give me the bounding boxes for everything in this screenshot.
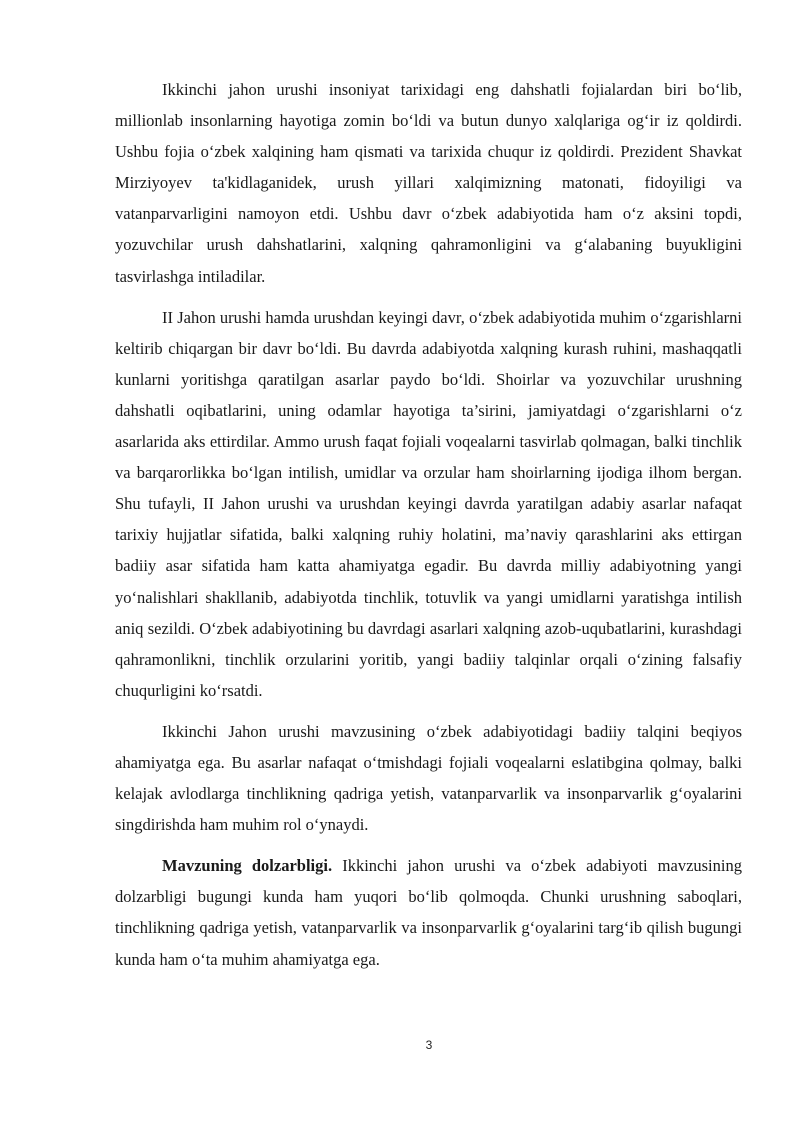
paragraph-postwar-literature (115, 302, 742, 706)
document-page (115, 74, 742, 985)
paragraph-text: II Jahon urushi hamda urushdan keyingi davr, o‘zbek adabiyotida muhim o‘zgarishlarni keltirib chiqargan bir davr bo‘ldi. Bu davrda adabiyotda xalqning kurash ruhini, mashaqqatli kunlarni yoritishga qaratilgan asarlar paydo bo‘ldi. Shoirlar va yozuvchilar urushning dahshatli oqibatlarini, uning odamlar hayotiga ta’sirini, jamiyatdagi o‘zgarishlarni o‘z asarlarida aks ettirdilar. Ammo urush faqat fojiali voqealarni tasvirlab qolmagan, balki tinchlik va barqarorlikka bo‘lgan intilish, umidlar va orzular ham shoirlarning ijodiga ilhom bergan. Shu tufayli, II Jahon urushi va urushdan keyingi davrda yaratilgan adabiy asarlar nafaqat tarixiy hujjatlar sifatida, balki xalqning ruhiy holatini, ma’naviy qarashlarini aks ettirgan badiiy asar sifatida ham katta ahamiyatga egadir. Bu davrda milliy adabiyotning yangi yo‘nalishlari shakllanib, adabiyotda tinchlik, totuvlik va yangi umidlarni yaratishga intilish aniq sezildi. O‘zbek adabiyotining bu davrdagi asarlari xalqning azob-uqubatlarini, kurashdagi qahramonlikni, tinchlik orzularini yoritib, yangi badiiy talqinlar orqali o‘zining falsafiy chuqurligini ko‘rsatdi. (115, 307, 742, 700)
paragraph-significance (115, 716, 742, 840)
paragraph-text: Ikkinchi jahon urushi insoniyat tarixidagi eng dahshatli fojialardan biri bo‘lib, millionlab insonlarning hayotiga zomin bo‘ldi va butun dunyo xalqlariga og‘ir iz qoldirdi. Ushbu fojia o‘zbek xalqining ham qismati va tarixida chuqur iz qoldirdi. Prezident Shavkat Mirziyoyev ta'kidlaganidek, urush yillari xalqimizning matonati, fidoyiligi va vatanparvarligini namoyon etdi. Ushbu davr o‘zbek adabiyotida ham o‘z aksini topdi, yozuvchilar urush dahshatlarini, xalqning qahramonligini va g‘alabaning buyukligini tasvirlashga intiladilar. (115, 80, 742, 286)
page-number: 3 (425, 1038, 433, 1052)
paragraph-relevance (115, 850, 742, 974)
paragraph-text: Ikkinchi Jahon urushi mavzusining o‘zbek adabiyotidagi badiiy talqini beqiyos ahamiyatga ega. Bu asarlar nafaqat o‘tmishdagi fojiali voqealarni eslatibgina qolmay, balki kelajak avlodlarga tinchlikning qadriga yetish, vatanparvarlik va insonparvarlik g‘oyalarini singdirishda ham muhim rol o‘ynaydi. (115, 721, 742, 835)
paragraph-intro (115, 74, 742, 292)
paragraph-text: Ikkinchi jahon urushi va o‘zbek adabiyoti mavzusining dolzarbligi bugungi kunda ham yuqori bo‘lib qolmoqda. Chunki urushning saboqlari, tinchlikning qadriga yetish, vatanparvarlik va insonparvarlik g‘oyalarini targ‘ib qilish bugungi kunda ham o‘ta muhim ahamiyatga ega. (115, 856, 742, 969)
paragraph-heading: Mavzuning dolzarbligi. (162, 856, 333, 876)
